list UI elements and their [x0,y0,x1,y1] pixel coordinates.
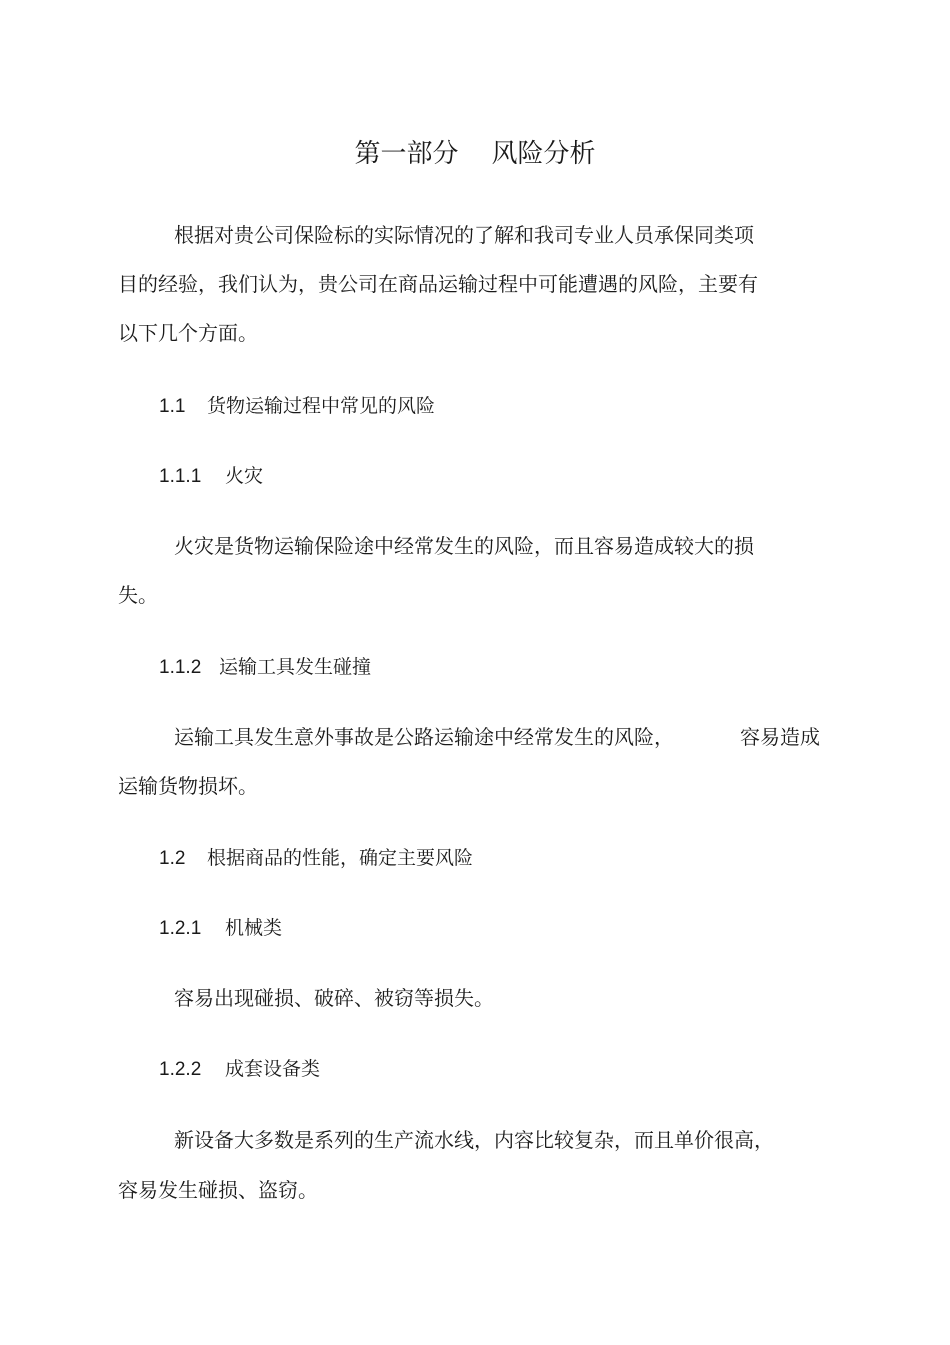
collision-body-line-1 [174,722,820,752]
section-heading-1-1-2 [159,652,371,683]
intro-line-1: 根据对贵公司保险标的实际情况的了解和我司专业人员承保同类项 [174,223,754,247]
section-title: 根据商品的性能，确定主要风险 [207,847,474,869]
section-number: 1.2.1 [159,918,202,939]
intro-line-3: 以下几个方面。 [118,321,258,345]
section-heading-1-2-2 [159,1054,320,1085]
section-title: 火灾 [225,465,264,487]
section-number: 1.2.2 [159,1059,202,1080]
section-title: 成套设备类 [225,1058,321,1080]
section-title: 机械类 [225,917,283,939]
section-number: 1.1 [159,396,186,417]
section-title: 运输工具发生碰撞 [219,656,372,678]
machinery-body: 容易出现碰损、破碎、被窃等损失。 [174,986,494,1010]
page-title: 第一部分 风险分析 [354,139,596,169]
collision-body-part-a: 运输工具发生意外事故是公路运输途中经常发生的风险， [174,725,674,749]
section-heading-1-1 [159,391,435,422]
section-number: 1.1.1 [159,466,202,487]
fire-body-line-2: 失。 [118,583,158,607]
equipment-body-line-1: 新设备大多数是系列的生产流水线，内容比较复杂，而且单价很高， [174,1128,774,1152]
section-number: 1.1.2 [159,657,202,678]
collision-body-line-2: 运输货物损坏。 [118,774,258,798]
section-heading-1-2-1 [159,913,282,944]
equipment-body-line-2: 容易发生碰损、盗窃。 [118,1178,318,1202]
intro-line-2: 目的经验，我们认为，贵公司在商品运输过程中可能遭遇的风险，主要有 [118,272,758,296]
section-heading-1-2 [159,843,473,874]
fire-body-line-1: 火灾是货物运输保险途中经常发生的风险，而且容易造成较大的损 [174,534,754,558]
section-heading-1-1-1 [159,461,263,492]
section-title: 货物运输过程中常见的风险 [207,395,436,417]
section-number: 1.2 [159,848,186,869]
collision-body-part-b: 容易造成 [740,725,820,749]
